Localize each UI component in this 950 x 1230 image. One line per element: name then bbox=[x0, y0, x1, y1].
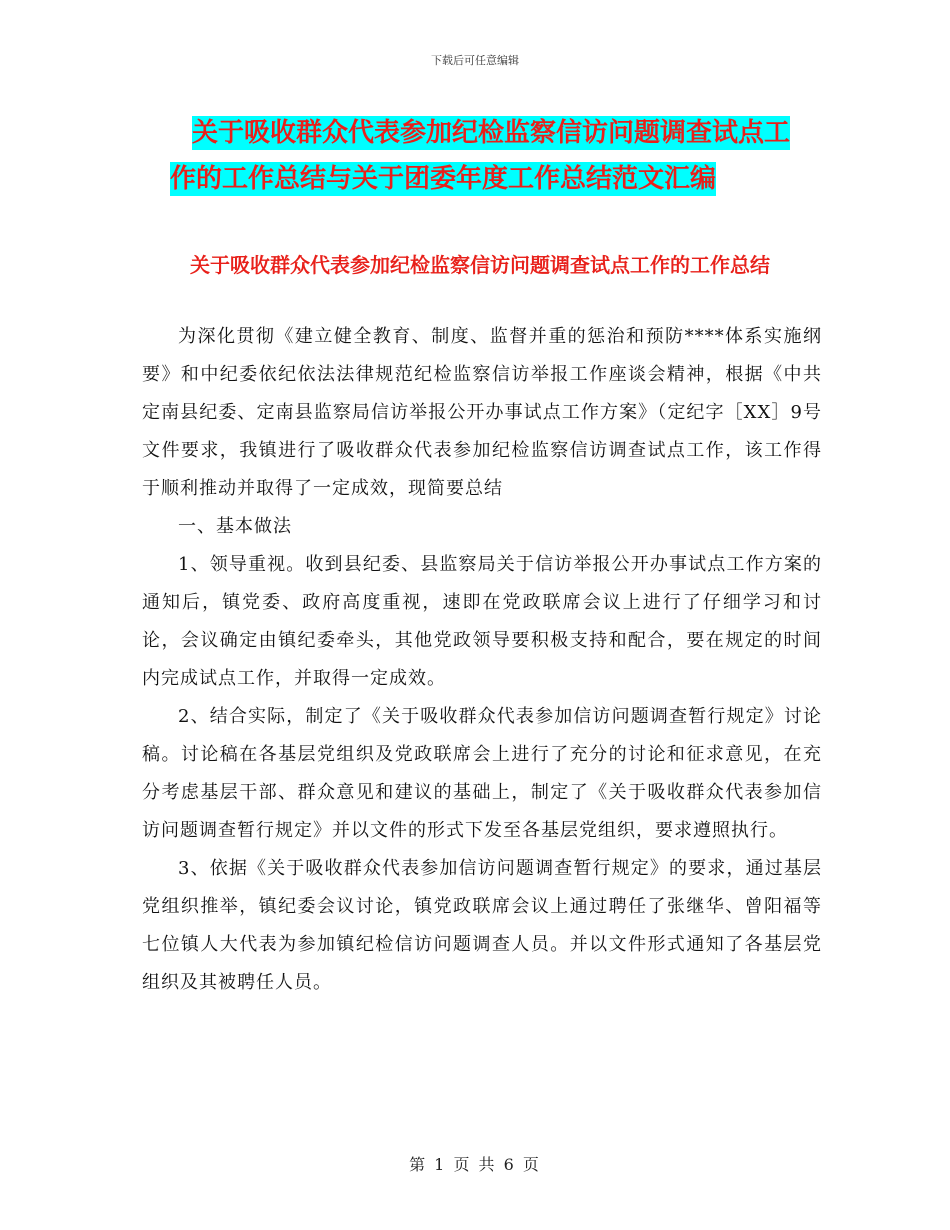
paragraph-heading-basic-approach: 一、基本做法 bbox=[178, 516, 292, 537]
main-title-line-2 bbox=[170, 156, 830, 202]
paragraph-item-2: 2、结合实际，制定了《关于吸收群众代表参加信访问题调查暂行规定》讨论稿。讨论稿在各基层党组织及党政联席会上进行了充分的讨论和征求意见，在充分考虑基层干部、群众意见和建议的基础上，制定了《关于吸收群众代表参加信访问题调查暂行规定》并以文件的形式下发至各基层党组织，要求遵照执行。 bbox=[142, 706, 822, 841]
body-text bbox=[142, 318, 822, 1002]
main-title-line-1-text: 关于吸收群众代表参加纪检监察信访问题调查试点工 bbox=[192, 118, 791, 148]
main-title bbox=[170, 110, 830, 202]
paragraph-item-3: 3、依据《关于吸收群众代表参加信访问题调查暂行规定》的要求，通过基层党组织推举，镇纪委会议讨论，镇党政联席会议上通过聘任了张继华、曾阳福等七位镇人大代表为参加镇纪检信访问题调查人员。并以文件形式通知了各基层党组织及其被聘任人员。 bbox=[142, 858, 822, 993]
main-title-line-2-text: 作的工作总结与关于团委年度工作总结范文汇编 bbox=[170, 164, 717, 194]
main-title-line-1 bbox=[170, 110, 830, 156]
page-number-footer: 第 1 页 共 6 页 bbox=[409, 1155, 541, 1174]
section-title: 关于吸收群众代表参加纪检监察信访问题调查试点工作的工作总结 bbox=[190, 253, 770, 277]
paragraph-item-1: 1、领导重视。收到县纪委、县监察局关于信访举报公开办事试点工作方案的通知后，镇党委、政府高度重视，速即在党政联席会议上进行了仔细学习和讨论，会议确定由镇纪委牵头，其他党政领导要积极支持和配合，要在规定的时间内完成试点工作，并取得一定成效。 bbox=[142, 554, 822, 689]
header-note: 下载后可任意编辑 bbox=[431, 54, 519, 67]
paragraph-intro: 为深化贯彻《建立健全教育、制度、监督并重的惩治和预防****体系实施纲要》和中纪委依纪依法法律规范纪检监察信访举报工作座谈会精神，根据《中共定南县纪委、定南县监察局信访举报公开办事试点工作方案》（定纪字［XX］9号文件要求，我镇进行了吸收群众代表参加纪检监察信访调查试点工作，该工作得于顺利推动并取得了一定成效，现简要总结 bbox=[142, 326, 822, 499]
